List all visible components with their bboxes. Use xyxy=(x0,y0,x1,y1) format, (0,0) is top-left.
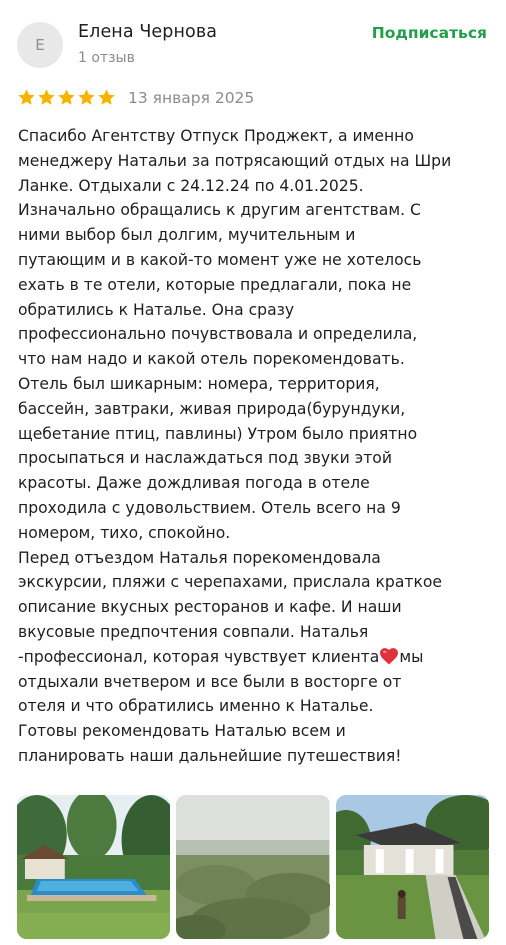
star-icon xyxy=(77,88,96,107)
review-text xyxy=(18,124,498,769)
hotel-villa-photo[interactable] xyxy=(336,795,489,939)
review-text-part-2: мы отдыхали вчетвером и все были в восторге от отеля и что обратились именно к Наталье. Готовы рекомендовать Наталью всем и планировать наши дальнейшие путешествия! xyxy=(18,647,424,765)
review-date: 13 января 2025 xyxy=(128,89,255,107)
star-icon xyxy=(17,88,36,107)
star-icon xyxy=(57,88,76,107)
review-text-part-1: Спасибо Агентству Отпуск Проджект, а именно менеджеру Натальи за потрясающий отдых на Шри Ланке. Отдыхали с 24.12.24 по 4.01.2025. Изначально обращались к другим агентствам. С ними выбор был долгим, мучительным и путающим и в какой-то момент уже не хотелось ехать в те отели, которые предлагали, пока не обратились к Наталье. Она сразу профессионально почувствовала и определила, что нам надо и какой отель порекомендовать. Отель был шикарным: номера, территория, бассейн, завтраки, живая природа(бурундуки, щебетание птиц, павлины) Утром было приятно просыпаться и наслаждаться под звуки этой красоты. Даже дождливая погода в отеле проходила с удовольствием. Отель всего на 9 номером, тихо, спокойно. Перед отъездом Наталья порекомендовала экскурсии, пляжи с черепахами, прислала краткое описание вкусных ресторанов и кафе. И наши вкусовые предпочтения совпали. Наталья -профессионал, которая чувствует клиента xyxy=(18,127,452,666)
review-photos xyxy=(17,795,489,939)
avatar-initial: Е xyxy=(35,36,45,54)
red-heart-icon xyxy=(379,647,399,665)
subscribe-button[interactable]: Подписаться xyxy=(371,24,487,42)
author-review-count: 1 отзыв xyxy=(78,50,135,66)
rating-stars xyxy=(17,88,116,110)
author-name[interactable]: Елена Чернова xyxy=(78,22,218,42)
star-icon xyxy=(37,88,56,107)
jungle-view-photo[interactable] xyxy=(176,795,329,939)
star-icon xyxy=(97,88,116,107)
avatar[interactable] xyxy=(17,22,63,68)
hotel-pool-photo[interactable] xyxy=(17,795,170,939)
